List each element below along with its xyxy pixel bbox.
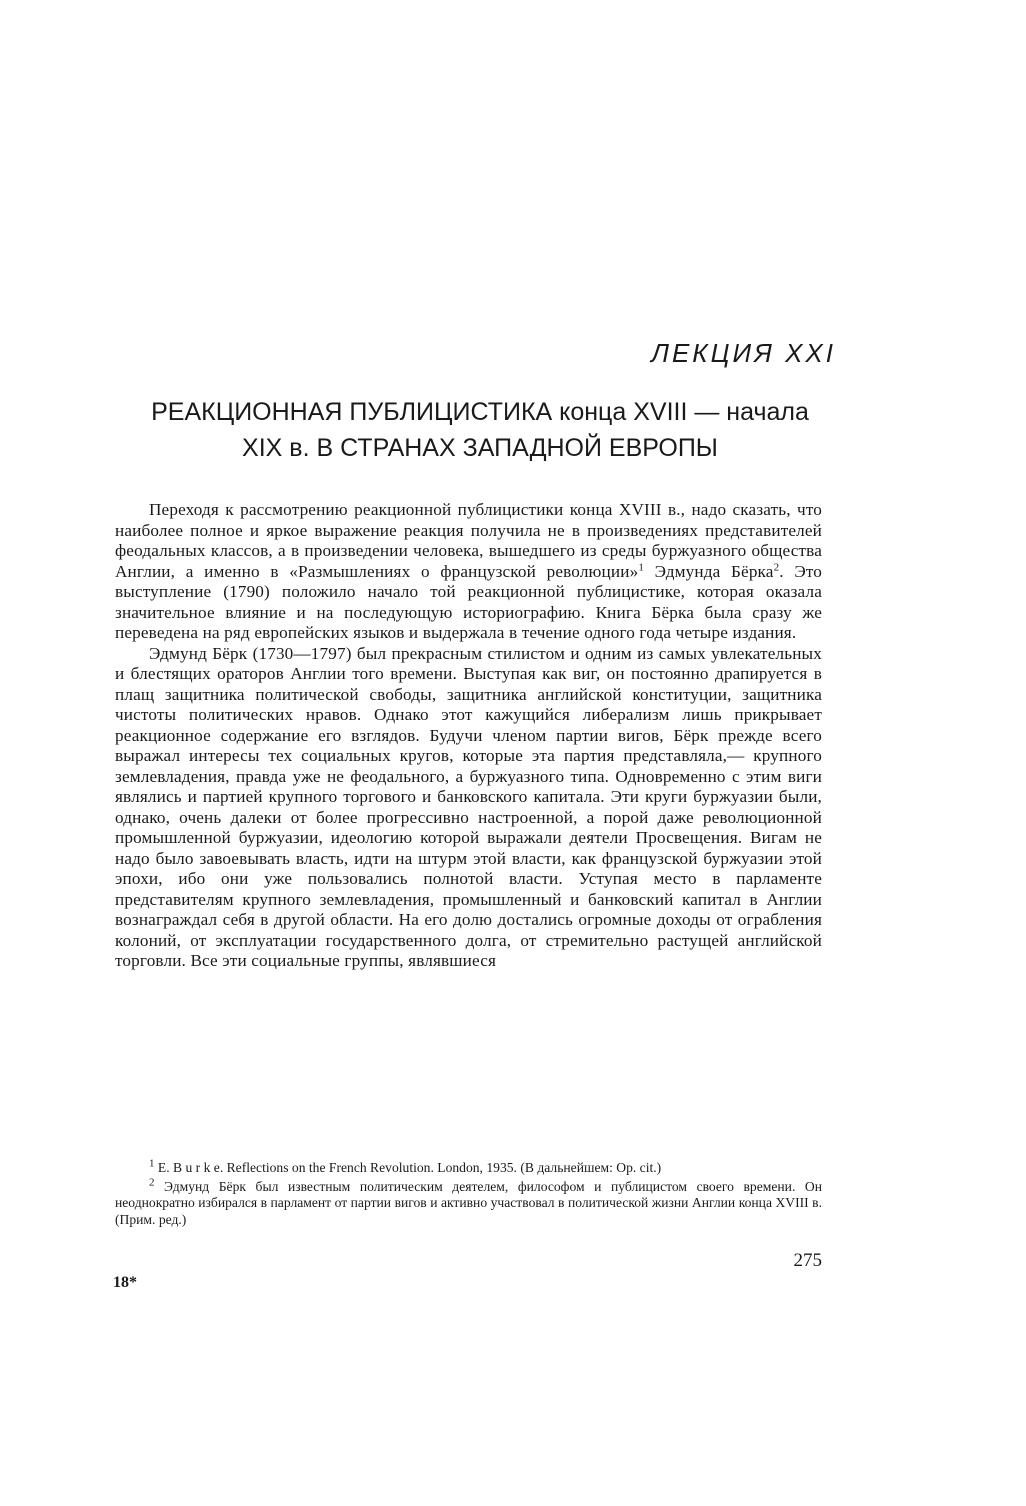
- footnote-1: [115, 1157, 822, 1177]
- footnotes: [115, 1157, 822, 1230]
- footnote-2-text: Эдмунд Бёрк был известным политическим деятелем, философом и публицистом своего времени. Он неоднократно избирался в парламент от партии вигов и активно участвовал в политической жизни Англии конца XVIII в. (Прим. ред.): [115, 1178, 822, 1227]
- footnote-ref-1: 1: [638, 560, 644, 573]
- page-number: 275: [793, 1250, 822, 1271]
- body-text: [115, 500, 822, 972]
- footnote-ref-2: 2: [773, 560, 780, 573]
- footnote-1-mark: 1: [149, 1157, 155, 1170]
- footnote-2-mark: 2: [149, 1175, 155, 1188]
- chapter-title-line-1: РЕАКЦИОННАЯ ПУБЛИЦИСТИКА конца XVIII — начала: [151, 398, 809, 426]
- paragraph-1-text-a: Переходя к рассмотрению реакционной публицистики конца XVIII в., надо сказать, что наиболее полное и яркое выражение реакция получила не в произведениях представителей феодальных классов, а в произведении человека, вышедшего из среды буржуазного общества Англии, а именно в «Размышлениях о французской революции»: [115, 500, 822, 581]
- paragraph-1-text-c: . Это выступление (1790) положило начало той реакционной публицистике, которая оказала значительное влияние и на последующую историографию. Книга Бёрка была сразу же переведена на ряд европейских языков и выдержала в течение одного года четыре издания.: [115, 561, 823, 642]
- footnote-1-text: E. B u r k e. Reflections on the French Revolution. London, 1935. (В дальнейшем: Op. cit.): [154, 1160, 662, 1175]
- signature-mark: 18*: [113, 1274, 137, 1291]
- lecture-label: ЛЕКЦИЯ XXI: [651, 338, 836, 368]
- paragraph-1-text-b: Эдмунда Бёрка: [644, 561, 774, 581]
- chapter-title-line-2: XIX в. В СТРАНАХ ЗАПАДНОЙ ЕВРОПЫ: [242, 434, 718, 462]
- paragraph-1: [115, 500, 822, 644]
- chapter-title: [100, 394, 860, 466]
- footnote-2: [115, 1175, 822, 1229]
- paragraph-2: Эдмунд Бёрк (1730—1797) был прекрасным стилистом и одним из самых увлекательных и блестящих ораторов Англии того времени. Выступая как виг, он постоянно драпируется в плащ защитника политической свободы, защитника английской конституции, защитника чистоты политических нравов. Однако этот кажущийся либерализм лишь прикрывает реакционное содержание его взглядов. Будучи членом партии вигов, Бёрк прежде всего выражал интересы тех социальных кругов, которые эта партия представляла,— крупного землевладения, правда уже не феодального, а буржуазного типа. Одновременно с этим виги являлись и партией крупного торгового и банковского капитала. Эти круги буржуазии были, однако, очень далеки от более прогрессивно настроенной, а порой даже революционной промышленной буржуазии, идеологию которой выражали деятели Просвещения. Вигам не надо было завоевывать власть, идти на штурм этой власти, как французской буржуазии этой эпохи, ибо они уже пользовались полнотой власти. Уступая место в парламенте представителям крупного землевладения, промышленный и банковский капитал в Англии вознаграждал себя в другой области. На его долю достались огромные доходы от ограбления колоний, от эксплуатации государственного долга, от стремительно растущей английской торговли. Все эти социальные группы, являвшиеся: [115, 643, 822, 970]
